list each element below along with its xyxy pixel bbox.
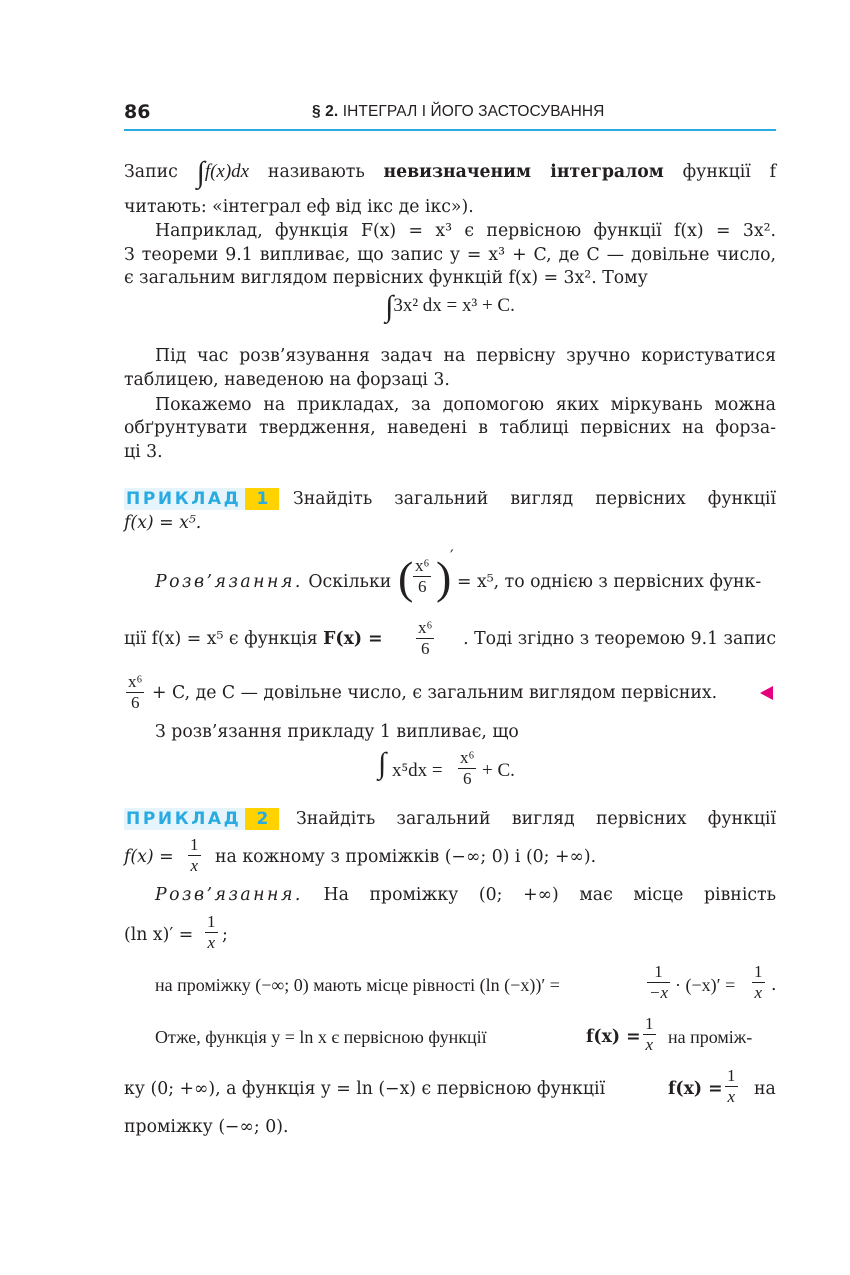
- textbook-page: 86 § 2. ІНТЕГРАЛ І ЙОГО ЗАСТОСУВАННЯ Запис ∫f(x)dx називають невизначеним інтегралом функції f читають: «інтеграл еф від ікс де ікс»). Наприклад, функція F(x) = x³ є первісною функції f(x) = 3x². З теореми 9.1 випливає, що запис y = x³ + C, де C — довільне число, є загальним виглядом первісних функцій f(x) = 3x². Тому ∫3x² dx = x³ + C. Під час розв’язування задач на первісну зручно користуватися таблицею, наведеною на форзаці 3. Покажемо на прикладах, за допомогою яких міркувань можна обґрунтувати твердження, наведені в таблиці первісних на форза- ці 3. ПРИКЛАД 1 Знайдіть загальний вигляд первісних функції f(x) = x⁵. Розв’язання. Оскільки ( $\frac{\text{x⁶}}{6}$ ) ′ = x⁵, то однією з первісних функ- ції f(x) = x⁵ є функція F(x) = $\frac{\text{x⁶}}{6}$ . Тоді згідно з теоремою 9.1 запис $\frac{\text{x⁶}}{6}$ + C, де C — довільне число, є загальним виглядом первісних. З розв’язання прикладу 1 випливає, що ∫ x⁵dx = $\frac{\text{x⁶}}{6}$ + C. ПРИКЛАД 2 Знайдіть загальний вигляд первісних функції f(x) = $\frac{1}{x}$ на кожному з проміжків (−∞; 0) і (0; +∞). Розв’язання. На проміжку (0; +∞) має місце рівність (ln x)′ = $\frac{1}{x}$ ; на проміжку (−∞; 0) мають місце рівності (ln (−x))′ = $\frac{1}{-x}$ · (−x)′ = $\frac{1}{x}$ . Отже, функція y = ln x є первісною функції f(x) = $\frac{1}{x}$ на проміж- ку (0; +∞), а функція y = ln (−x) є первісною функції f(x) = $\frac{1}{x}$ на проміжку (−∞; 0).: [0, 0, 850, 1275]
- example-1-task-formula: f(x) = x⁵.: [124, 513, 202, 533]
- example-2-task-end: на кожному з проміжків (−∞; 0) і (0; +∞).: [215, 847, 597, 867]
- solution-2-line5: ку (0; +∞), а функція y = ln (−x) є первісною функції: [124, 1079, 606, 1099]
- paragraph-line: Покажемо на прикладах, за допомогою яких міркувань можна: [155, 395, 776, 415]
- example-number: 1: [245, 488, 279, 510]
- fraction-1-over-x: $\frac{1}{x}$: [645, 1014, 654, 1054]
- solution-2-line4-end: на проміж-: [668, 1027, 753, 1047]
- f-of-x: f(x) =: [668, 1079, 723, 1099]
- solution-2-line1: Розв’язання. На проміжку (0; +∞) має місце рівність: [155, 885, 776, 905]
- solution-2-line5-end: на: [754, 1079, 776, 1099]
- solution-2-line3-mid: · (−x)′ =: [675, 975, 736, 995]
- example-1-heading: [124, 488, 279, 510]
- paragraph-line: Під час розв’язування задач на первісну зручно користуватися: [155, 346, 776, 366]
- solution-2-line2: (ln x)′ =: [124, 925, 194, 945]
- formula-3x2: ∫3x² dx = x³ + C.: [385, 290, 515, 323]
- example-text-line: є загальним виглядом первісних функцій f(x) = 3x². Тому: [124, 268, 648, 288]
- fraction-1-over-minus-x: $\frac{1}{-x}$: [649, 962, 669, 1002]
- semicolon: ;: [222, 925, 228, 945]
- example-text-line: Наприклад, функція F(x) = x³ є первісною функції f(x) = 3x².: [155, 221, 776, 241]
- solution-2-line6: проміжку (−∞; 0).: [124, 1117, 289, 1137]
- example-2-task: Знайдіть загальний вигляд первісних функції: [296, 809, 776, 829]
- example-text-line: З теореми 9.1 випливає, що запис y = x³ + C, де C — довільне число,: [124, 245, 776, 265]
- fraction-1-over-x: $\frac{1}{x}$: [727, 1066, 736, 1106]
- paragraph-line: З розв’язання прикладу 1 випливає, що: [155, 722, 519, 742]
- solution-1-line3: + C, де C — довільне число, є загальним виглядом первісних.: [152, 683, 718, 703]
- example-number: 2: [245, 808, 279, 830]
- fraction-x6-over-6: $\frac{\text{x⁶}}{6}$: [418, 618, 433, 658]
- solution-1-line2-end: . Тоді згідно з теоремою 9.1 запис: [463, 629, 776, 649]
- term-indefinite-integral: невизначеним інтегралом: [383, 162, 664, 182]
- solution-1-label: Розв’язання. Оскільки: [155, 572, 392, 592]
- example-label: ПРИКЛАД: [124, 488, 245, 510]
- fraction-1-over-x: $\frac{1}{x}$: [207, 912, 216, 952]
- fraction-x6-over-6: $\frac{\text{x⁶}}{6}$: [128, 672, 143, 712]
- fraction-1-over-x: $\frac{1}{x}$: [190, 835, 199, 875]
- example-2-heading: [124, 808, 279, 830]
- running-header: [124, 98, 776, 131]
- section-title: § 2. ІНТЕГРАЛ І ЙОГО ЗАСТОСУВАННЯ: [312, 103, 605, 120]
- period: .: [771, 975, 777, 995]
- paragraph-line: таблицею, наведеною на форзаці 3.: [124, 370, 450, 390]
- f-of-x: f(x) =: [586, 1027, 641, 1047]
- fraction-1-over-x: $\frac{1}{x}$: [754, 962, 763, 1002]
- example-2-task-formula: f(x) =: [124, 847, 174, 867]
- solution-1-line1-end: = x⁵, то однією з первісних функ-: [457, 572, 762, 592]
- end-of-solution-marker: [760, 686, 773, 700]
- example-label: ПРИКЛАД: [124, 808, 245, 830]
- solution-2-line3: на проміжку (−∞; 0) мають місце рівності (ln (−x))′ =: [155, 975, 560, 995]
- solution-2-line4: Отже, функція y = ln x є первісною функції: [155, 1027, 487, 1047]
- example-1-task: Знайдіть загальний вигляд первісних функції: [293, 489, 776, 509]
- definition-line-2: читають: «інтеграл еф від ікс де ікс»).: [124, 197, 474, 217]
- solution-1-line2: ції f(x) = x⁵ є функція F(x) =: [124, 629, 383, 649]
- definition-line: Запис ∫f(x)dx називають невизначеним інтегралом функції f: [124, 156, 776, 189]
- paragraph-line: ці 3.: [124, 442, 163, 462]
- page-number: 86: [124, 101, 151, 123]
- paragraph-line: обґрунтувати твердження, наведені в таблиці первісних на форза-: [124, 418, 776, 438]
